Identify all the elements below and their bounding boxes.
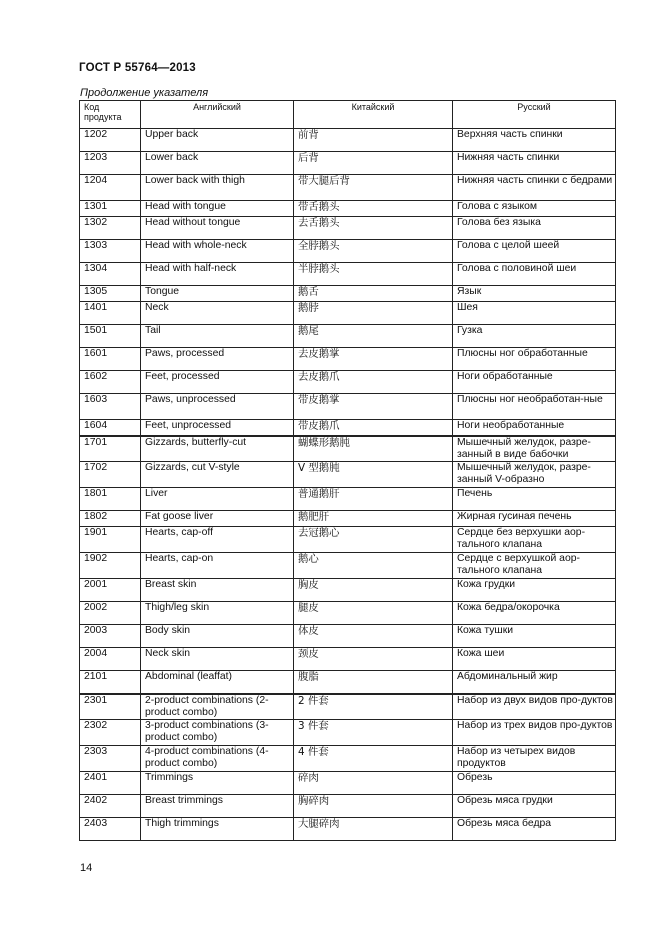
cell-chinese: 带舌鹅头 <box>294 201 453 217</box>
cell-russian: Набор из двух видов про-дуктов <box>453 694 616 720</box>
table-row <box>80 671 616 694</box>
column-header-russian: Русский <box>453 101 616 129</box>
cell-code: 1702 <box>80 462 141 488</box>
cell-chinese: 鹅肥肝 <box>294 511 453 527</box>
cell-english: Head with tongue <box>141 201 294 217</box>
cell-english: Fat goose liver <box>141 511 294 527</box>
table-row <box>80 302 616 325</box>
cell-code: 2001 <box>80 579 141 602</box>
cell-code: 1501 <box>80 325 141 348</box>
cell-english: Body skin <box>141 625 294 648</box>
table-row <box>80 129 616 152</box>
cell-english: 4-product combinations (4-product combo) <box>141 746 294 772</box>
cell-chinese: 带大腿后背 <box>294 175 453 201</box>
cell-chinese: 鹅心 <box>294 553 453 579</box>
table-body <box>80 129 616 841</box>
cell-russian: Ноги обработанные <box>453 371 616 394</box>
cell-russian: Кожа тушки <box>453 625 616 648</box>
cell-english: Hearts, cap-off <box>141 527 294 553</box>
cell-russian: Гузка <box>453 325 616 348</box>
table-row <box>80 694 616 720</box>
cell-russian: Голова с языком <box>453 201 616 217</box>
cell-russian: Печень <box>453 488 616 511</box>
cell-english: Breast trimmings <box>141 795 294 818</box>
cell-russian: Обрезь мяса грудки <box>453 795 616 818</box>
cell-code: 1302 <box>80 217 141 240</box>
cell-chinese: 去冠鹅心 <box>294 527 453 553</box>
cell-code: 2403 <box>80 818 141 841</box>
table-row <box>80 511 616 527</box>
cell-chinese: 前背 <box>294 129 453 152</box>
cell-code: 1204 <box>80 175 141 201</box>
table-row <box>80 795 616 818</box>
cell-english: Head with whole-neck <box>141 240 294 263</box>
table-row <box>80 217 616 240</box>
cell-code: 1901 <box>80 527 141 553</box>
cell-chinese: 腿皮 <box>294 602 453 625</box>
cell-russian: Кожа бедра/окорочка <box>453 602 616 625</box>
column-header-chinese: Китайский <box>294 101 453 129</box>
cell-chinese: 体皮 <box>294 625 453 648</box>
cell-code: 1602 <box>80 371 141 394</box>
cell-chinese: 鹅尾 <box>294 325 453 348</box>
cell-chinese: 4 件套 <box>294 746 453 772</box>
cell-english: Upper back <box>141 129 294 152</box>
table-row <box>80 602 616 625</box>
cell-code: 1401 <box>80 302 141 325</box>
cell-english: Abdominal (leaffat) <box>141 671 294 694</box>
cell-code: 1802 <box>80 511 141 527</box>
cell-chinese: 碎肉 <box>294 772 453 795</box>
cell-chinese: 普通鹅肝 <box>294 488 453 511</box>
cell-english: Head without tongue <box>141 217 294 240</box>
cell-code: 2402 <box>80 795 141 818</box>
cell-chinese: 带皮鹅爪 <box>294 420 453 436</box>
cell-english: 3-product combinations (3-product combo) <box>141 720 294 746</box>
cell-code: 1202 <box>80 129 141 152</box>
cell-code: 2302 <box>80 720 141 746</box>
table-row <box>80 175 616 201</box>
cell-code: 1701 <box>80 436 141 462</box>
cell-russian: Обрезь <box>453 772 616 795</box>
cell-code: 1604 <box>80 420 141 436</box>
cell-russian: Плюсны ног необработан-ные <box>453 394 616 420</box>
cell-russian: Набор из четырех видов продуктов <box>453 746 616 772</box>
cell-code: 1203 <box>80 152 141 175</box>
table-row <box>80 488 616 511</box>
table-row <box>80 348 616 371</box>
cell-russian: Язык <box>453 286 616 302</box>
column-header-english: Английский <box>141 101 294 129</box>
cell-code: 1305 <box>80 286 141 302</box>
cell-english: Neck <box>141 302 294 325</box>
cell-chinese: 半脖鹅头 <box>294 263 453 286</box>
column-header-code: Код продукта <box>80 101 141 129</box>
table-row <box>80 746 616 772</box>
table-row <box>80 553 616 579</box>
cell-english: Paws, processed <box>141 348 294 371</box>
table-row <box>80 394 616 420</box>
cell-code: 2101 <box>80 671 141 694</box>
cell-russian: Абдоминальный жир <box>453 671 616 694</box>
cell-chinese: 去皮鹅掌 <box>294 348 453 371</box>
cell-chinese: V 型鹅肫 <box>294 462 453 488</box>
table-row <box>80 648 616 671</box>
cell-code: 1303 <box>80 240 141 263</box>
cell-code: 1301 <box>80 201 141 217</box>
cell-russian: Нижняя часть спинки <box>453 152 616 175</box>
table-row <box>80 625 616 648</box>
table-row <box>80 720 616 746</box>
cell-english: Feet, unprocessed <box>141 420 294 436</box>
cell-chinese: 鹅脖 <box>294 302 453 325</box>
cell-russian: Голова без языка <box>453 217 616 240</box>
table-row <box>80 152 616 175</box>
cell-chinese: 颈皮 <box>294 648 453 671</box>
cell-chinese: 带皮鹅掌 <box>294 394 453 420</box>
cell-chinese: 去舌鹅头 <box>294 217 453 240</box>
table-row <box>80 286 616 302</box>
cell-code: 2003 <box>80 625 141 648</box>
cell-english: Neck skin <box>141 648 294 671</box>
cell-chinese: 大腿碎肉 <box>294 818 453 841</box>
cell-code: 2303 <box>80 746 141 772</box>
table-header-row <box>80 101 616 129</box>
table-row <box>80 420 616 436</box>
cell-russian: Ноги необработанные <box>453 420 616 436</box>
cell-chinese: 腹脂 <box>294 671 453 694</box>
cell-english: Hearts, cap-on <box>141 553 294 579</box>
table-row <box>80 371 616 394</box>
cell-code: 2301 <box>80 694 141 720</box>
table-row <box>80 263 616 286</box>
cell-chinese: 全脖鹅头 <box>294 240 453 263</box>
cell-russian: Шея <box>453 302 616 325</box>
cell-russian: Плюсны ног обработанные <box>453 348 616 371</box>
cell-code: 1304 <box>80 263 141 286</box>
cell-english: Trimmings <box>141 772 294 795</box>
cell-chinese: 去皮鹅爪 <box>294 371 453 394</box>
cell-chinese: 后背 <box>294 152 453 175</box>
cell-english: 2-product combinations (2-product combo) <box>141 694 294 720</box>
table-row <box>80 527 616 553</box>
cell-code: 1603 <box>80 394 141 420</box>
table-caption: Продолжение указателя <box>80 87 209 99</box>
cell-chinese: 胸碎肉 <box>294 795 453 818</box>
product-index-table <box>79 100 616 841</box>
cell-code: 1601 <box>80 348 141 371</box>
cell-english: Thigh trimmings <box>141 818 294 841</box>
cell-english: Lower back with thigh <box>141 175 294 201</box>
cell-english: Thigh/leg skin <box>141 602 294 625</box>
cell-chinese: 蝴蝶形鹅肫 <box>294 436 453 462</box>
cell-english: Tongue <box>141 286 294 302</box>
cell-russian: Мышечный желудок, разре-занный V-образно <box>453 462 616 488</box>
cell-russian: Набор из трех видов про-дуктов <box>453 720 616 746</box>
table-row <box>80 240 616 263</box>
page-number: 14 <box>80 862 93 874</box>
cell-english: Gizzards, butterfly-cut <box>141 436 294 462</box>
cell-english: Head with half-neck <box>141 263 294 286</box>
table-row <box>80 462 616 488</box>
cell-english: Lower back <box>141 152 294 175</box>
cell-russian: Верхняя часть спинки <box>453 129 616 152</box>
cell-english: Feet, processed <box>141 371 294 394</box>
cell-russian: Голова с половиной шеи <box>453 263 616 286</box>
table-row <box>80 579 616 602</box>
cell-chinese: 鹅舌 <box>294 286 453 302</box>
cell-code: 2002 <box>80 602 141 625</box>
table-row <box>80 201 616 217</box>
cell-russian: Кожа грудки <box>453 579 616 602</box>
cell-code: 2401 <box>80 772 141 795</box>
table-row <box>80 772 616 795</box>
cell-russian: Обрезь мяса бедра <box>453 818 616 841</box>
cell-russian: Жирная гусиная печень <box>453 511 616 527</box>
cell-code: 1902 <box>80 553 141 579</box>
cell-english: Gizzards, cut V-style <box>141 462 294 488</box>
cell-english: Tail <box>141 325 294 348</box>
cell-chinese: 2 件套 <box>294 694 453 720</box>
cell-english: Paws, unprocessed <box>141 394 294 420</box>
table-row <box>80 325 616 348</box>
cell-russian: Кожа шеи <box>453 648 616 671</box>
cell-russian: Мышечный желудок, разре-занный в виде бабочки <box>453 436 616 462</box>
cell-chinese: 3 件套 <box>294 720 453 746</box>
cell-english: Breast skin <box>141 579 294 602</box>
table-row <box>80 436 616 462</box>
table-row <box>80 818 616 841</box>
cell-chinese: 胸皮 <box>294 579 453 602</box>
cell-russian: Голова с целой шеей <box>453 240 616 263</box>
document-header: ГОСТ Р 55764—2013 <box>79 62 196 74</box>
cell-russian: Сердце с верхушкой аор-тального клапана <box>453 553 616 579</box>
cell-english: Liver <box>141 488 294 511</box>
cell-russian: Нижняя часть спинки с бедрами <box>453 175 616 201</box>
cell-russian: Сердце без верхушки аор-тального клапана <box>453 527 616 553</box>
cell-code: 1801 <box>80 488 141 511</box>
cell-code: 2004 <box>80 648 141 671</box>
